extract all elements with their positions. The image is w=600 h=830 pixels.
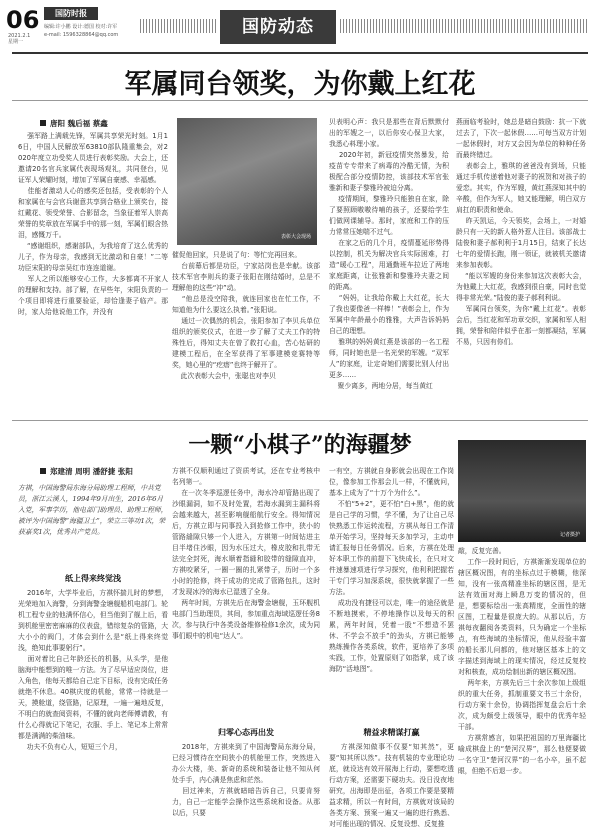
article-divider	[12, 420, 588, 421]
headline-rule	[12, 100, 588, 101]
header-pattern-left	[140, 19, 216, 33]
subheading-3: 精益求精谋打赢	[363, 728, 420, 737]
section-title: 国防动态	[220, 10, 336, 44]
article1-column-2: 催促他回家，只是说了句：等忙完再回来。 台前幕后都是功臣，宁家站岗也是幸献。该部技术军官李则兵的妻子张阳在刚结婚时，总是不理解他的这些“冲”动。 “他总是没空陪我，就连回家也在忙工作，不知道他为什么要这么执着。”张阳说。 通过一次偶然的机会，张阳参加了李贝兵单位组织的颁奖仪式，在进一步了解了丈夫工作的特殊性后，得知丈夫在曾了救打心血，苦心钻研的建模工程后，在全军获得了军事建模竞赛特等奖，她心里的“疙瘩”也终于解开了。 此次表彰大会中，张聪也对李贝	[172, 251, 321, 380]
editor-line: 编辑:许小鹏 设计:德国 校对:许军	[44, 24, 118, 30]
article2-portrait-photo	[458, 440, 586, 542]
subheading-1: 纸上得来终觉浅	[65, 574, 121, 583]
article1-column-1: 强军路上满载先锋，军属共享荣光时刻。1月16日，中国人民解放军63810部队隆重集会，对2020年度立功受奖人员进行表彰奖励。大会上，还邀请20名官兵家属代表现场观礼，共同登台，见证军人荣耀时刻，增加了军属自豪感、幸福感。 佳能者激动人心的感奖还包括，受表彰的个人和家属在与会官兵谢意共享到合格业上颁奖台，接红戴花、领受荣誉、合影留念，当象征着军人崇高荣誉的奖章放在军属手中的那一刻，军属们眼含热泪，感慨万千。 “感谢组织，感谢部队，为我培育了这么优秀的儿子，作为母亲，我感到无比激动和自豪！”二等功臣宋阳的母亲吴红市连连道谢。 军人之所以能够安心工作，大多都离不开家人的理解和支持。部了解，在早些年，宋阳负责的一个项目即将进行重要验证，却恰逢妻子临产。那时，家人给他说他工作，并没有	[18, 132, 168, 316]
article2-column-2b: 2018年，方祺来到了中国海警局东海分局，已经习惯待在空间狭小的机舱里工作，突然进入办公大楼，美、新奇的系统和装备让他不知从何处手手，内心满是焦虑和茫然。 回过神来，方祺就暗暗告诉自己，只要肯努力，自己一定能学会操作这些系统和设备。从那以后，只要	[172, 743, 320, 817]
article1-photo	[177, 118, 317, 245]
article2-intro: 方祺，中国海警局东海分局助理工程师，中共党员，浙江云溪人，1994年9月出生，2016年6月入党，军事学历，他电部门助理员、助理工程师，被评为中国海警“海疆卫士”，荣立三等功1次，荣获嘉奖1次，优秀共产党员。	[18, 484, 168, 536]
byline-text: 唐阳 魏后福 蔡鑫	[50, 119, 108, 128]
editor-info	[44, 23, 118, 39]
article1-column-4: 燕面临考验时，她总是暗自鼓励：抗一下就过去了，下次一起休假……可每当双方计划一起休假时，对方又会因为单位的种种任务而最终错过。 表彰会上，雅琪的爸爸没有到场，只能通过手机传递着他对妻子的祝贺和对孩子的爱恋。其实，作为军嫂，黄红燕深知其中的辛酸，但作为军人，她又能理解，明白双方肩扛的职责和使命。 昨天凯运，今天领奖，会场上，一对婚龄只有一天的新人格外惹人注目。该部战士陆俊和妻子郝利利于1月15日，结束了长达七年的爱情长跑，刚一领证，就被机关邀请来参加表彰。 “能以军嫂的身份来参加这次表彰大会，为他戴上大红花，我感到很自豪，同时也觉得非常光荣。”陆俊的妻子郝利利说。 军属同台领奖，为你“戴上红花”。表彰会后，当红花和军功章交织，家属和军人相拥，荣誉和陪伴似乎在那一刻都凝结，军属不易，只因有你们。	[456, 118, 586, 346]
issue-date: 2021.2.1 星期一	[8, 33, 31, 45]
page-number: 06	[6, 6, 40, 34]
byline-text: 郑建清 周明 潘舒捷 张阳	[50, 467, 133, 476]
article2-column-3: 一有空，方祺就自身影就会出现在工作岗位，像参加工作那会儿一样，不懂就问，基本上成为了“十万个为什么”。 不怕“5+2”，更不怕“白+黑”，他的就是自己学的习惯，学不懂，为了让自己尽快熟悉工作运转流程，方祺从每日工作清单开始学习，坚持每天多加学习，主动申请汇报每日任务情况。后来，方祺在处理好本职工作的前提下飞快成长，在只对文件速暴速项进行学习探究，他利利把握若干专门学习加深系统，很快就掌握了一些方法。 成功没有捷径可以走，唯一的途径就是不断地摸索，不停地操作以及每天的积累，两年时间，凭着一股“不想造不罢休、不学会不放手”的劲头，方祺已能够熟练操作各类系统，软件，更培养了多项实践，工作，处置原则了如指掌，成了该海防“活地图”。	[329, 467, 454, 673]
article1-column-3: 贝表明心声：我只是那些在背后默默付出的军嫂之一，以后你安心保卫大家，我悉心料理小家。 2020年初，新冠疫情突然暴发，给疫苗专专带来了病毒的冷酷无情，为积极配合部分疫情防控，该部技术军官张雅新和妻子黎雅玲被迫分离。 疫情期间，黎雅玲只能独自在家，除了要照顾嗷嗷待哺的孩子，还要给学生们做网课辅导。那时，家庭和工作的压力常常压她喘不过气。 在家之后的几个月，疫情蔓延形势得以控制，机关为解决官兵实际困难，打造“暖心工程”，用通勤班车拉近了两地家庭距离，让张雅新和黎雅玲夫妻之间的距离。 “妈妈，让我给你戴上大红花，长大了我也要像爸一样棒！”表彰会上，作为军属中年龄最小的雅雅，大声告诉妈妈自己的理想。 雅琪的妈妈黄红燕是该部的一名工程师，同时她也是一名光荣的军嫂。“双军人”的家庭，让定奇她们需要比别人付出更多…… 聚少离多，两地分居，每当黄红	[329, 118, 450, 390]
email-line: e-mail: 1596328864@qq.com	[44, 32, 119, 38]
byline-marker	[40, 468, 46, 474]
article2-column-3b: 方祺深知做事不仅要“知其然”，更要“知其所以然”。技有机装的专业理论功底，就设达有效开展海上行动，要想吃透行动方案，还需要下硬功夫。没日没夜地研究，出海即是出征，各项工作要是要精益求精，所以一有时间，方祺就对该局的各类方案、预案一遍又一遍的进行熟悉、对可能出现的情况、反复设想、反复推	[329, 743, 454, 828]
article2-column-1: 2016年，大学毕业后，方祺怀揣儿时的梦想，光荣地加入海警，分到海警金塘舰船机电部门。轮机工程专业的他满怀信心，但当他到了舰上后，看到机舱里密密麻麻的仪表盘，错综复杂的管路，大大小小的阀门，才体会到什么是“纸上得来终觉浅，绝知此事要躬行”。 面对着比自己年龄还长的机器，从头学，是他脑海中能想到的唯一方法。为了尽早适应岗位，进入角色，他每天都给自己定下目标，没有完成任务就绝不休息。40棋庆度的机舱，常常一待就是一天，摸舱道，绕管路，记原理，一遍一遍地反复，不明白的就查阅资料，不懂的就向老师傅请教，有什么心得就记下笔记，衣服、手上、笔记本上常常都是满满的柴油味。 功夫不负有心人，短短三个月，	[18, 589, 168, 751]
article2-column-2: 方祺不仅顺利通过了资质考试，还在专业考核中名列第一。 在一次冬季巡逻任务中，海水冷却管路出现了沙眼漏洞，如不及时处置，若海水漏到主漏科将会越来越大，甚至影响舰船航行安全。得知情况后，方祺立即与同事投入到抢修工作中，狭小的管路縫隙只够一个人进入，方祺第一时间钻进主目半堵住沙眼，因为水压过大，橡皮胶和扎带无法完全封死，海水顺着指縫和胶带的缝隙直冲，方祺咬紧牙，一圈一圈的扎紧带子，历时一个多小时的抢修，终于成功的完成了管路包扎，这时才发现冰冷的海水已湿透了全身。 两年时间，方祺先后在海警金塘舰，玉环舰机电部门当助理员，其间，参加重点海域巡逻任务8次，参与执行中各类设备维修检修1余次，成为同事们眼中的机电“达人”。	[172, 467, 321, 640]
article2-byline	[40, 466, 133, 477]
article2-column-4: 敲，反复完善。 工作一段时间后，方祺渐渐发现单位的辖区概况图，有的坐标点过于模糊，他深知，没有一张高精准坐标的辖区图，是无法有效面对海上瞬息万变的情况的，但是，想要标绘出一张高精度，全面性的辖区图，工程量是很庞大的。从那以后，方祺每夜翻阅各类资料，只为确定一个坐标点，有些海域的坐标情况，他从经验丰富的船长那儿问都的，他对辖区基本上的文字描述到海域上的现实情况，经过反复校对和核查，成功绘制出新的辖区概况图。 两年来，方祺先后三十余次参加上级组织的重大任务，抓制重要文书三十余份，行动方案十余份，协调指挥复盘会后十余次，成为颇受上级领导，眼中的优秀年轻干部。 方祺常感言，如果把祖国的万里海疆比喻成棋盘上的“楚河汉界”，那么他便要做一名守卫“楚河汉界”的一名小卒，虽不起眼，但绝不后退一步。	[458, 547, 586, 775]
article1-headline: 军属同台领奖，为你戴上红花	[124, 69, 476, 100]
header-rule	[12, 52, 588, 54]
article1-byline	[40, 118, 108, 129]
photo-caption: 表彰大会现场	[280, 234, 311, 240]
photo-caption: 记者摄护	[559, 532, 580, 538]
masthead-logo: 国防时报	[44, 7, 98, 20]
byline-marker	[40, 120, 46, 126]
header-pattern-right	[340, 19, 588, 33]
subheading-2: 归零心态再出发	[218, 728, 274, 737]
article2-headline: 一颗“小棋子”的海疆梦	[188, 432, 412, 458]
